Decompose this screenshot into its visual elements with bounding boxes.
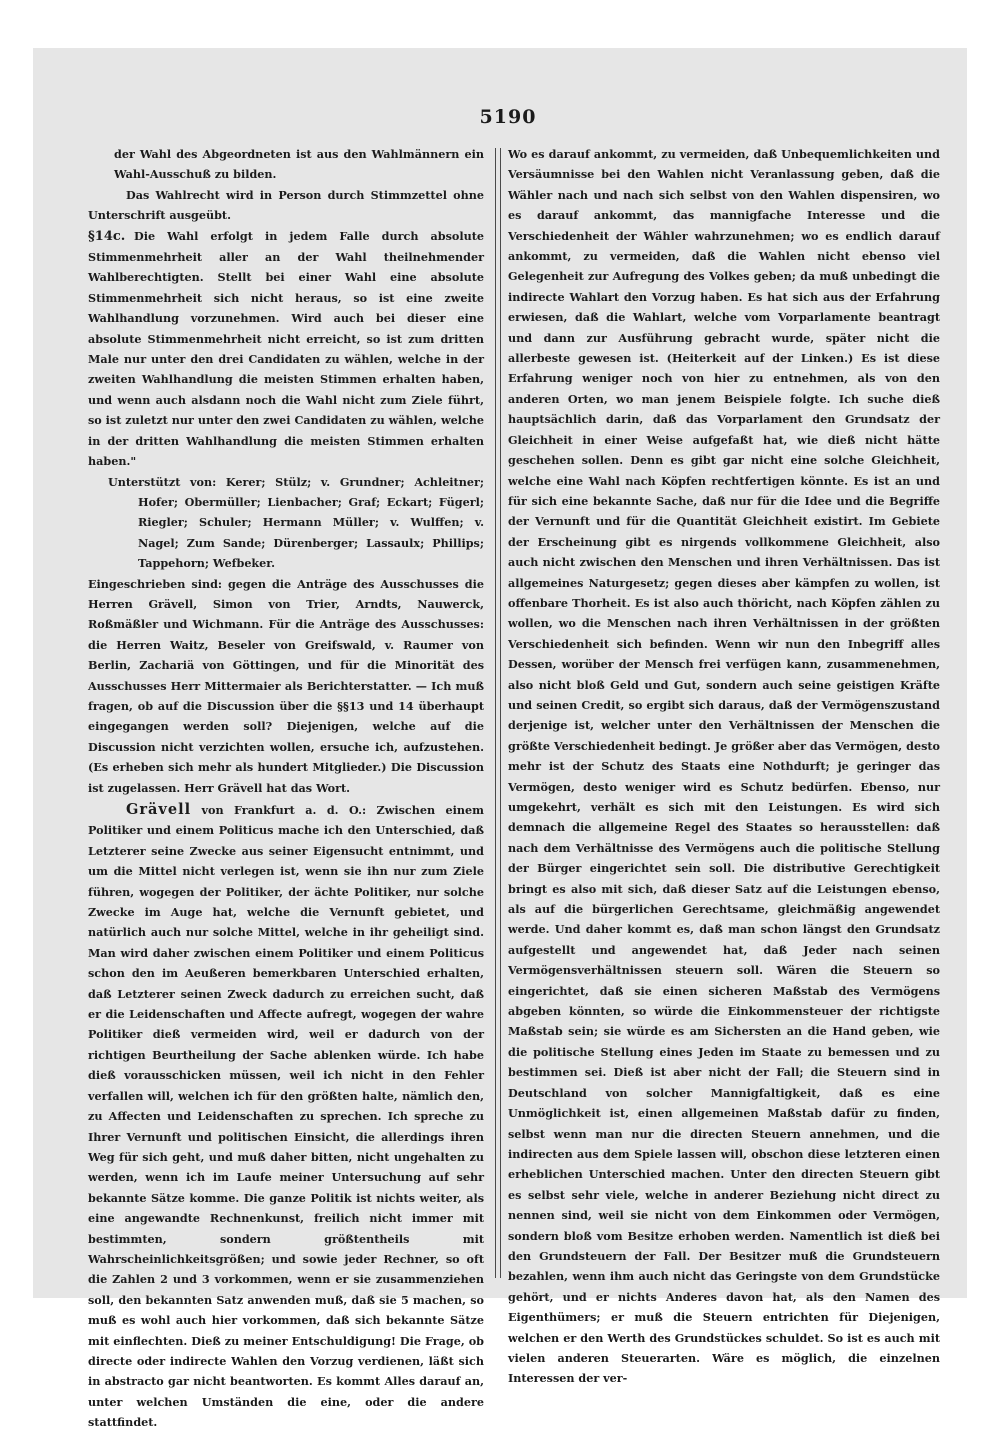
paragraph-14c (88, 226, 484, 472)
speech-graevell-text: von Frankfurt a. d. O.: Zwischen einem Politiker und einem Politicus mache ich den Unterschied, daß Letzterer seine Zwecke aus seiner Eigensucht entnimmt, und um die Mittel nicht verlegen ist, wenn sie ihn nur zum Ziele führen, wogegen der Politiker, der ächte Politiker, nur solche Zwecke im Auge hat, welche die Vernunft gebietet, und natürlich auch nur solche Mittel, welche in ihr geheiligt sind. Man wird daher zwischen einem Politiker und einem Politicus schon den im Aeußeren bemerkbaren Unterschied erhalten, daß Letzterer seinen Zweck dadurch zu erreichen sucht, daß er die Leidenschaften und Affecte aufregt, wogegen der wahre Politiker dieß vermeiden wird, weil er dadurch von der richtigen Beurtheilung der Sache ablenken würde. Ich habe dieß vorausschicken müssen, weil ich nicht in den Fehler verfallen will, welchen ich für den größten halte, nämlich den, zu Affecten und Leidenschaften zu sprechen. Ich spreche zu Ihrer Vernunft und politischen Einsicht, die allerdings ihren Weg für sich geht, und muß daher bitten, nicht ungehalten zu werden, wenn ich im Laufe meiner Untersuchung auf sehr bekannte Sätze komme. Die ganze Politik ist nichts weiter, als eine angewandte Rechnenkunst, freilich nicht immer mit bestimmten, sondern größtentheils mit Wahrscheinlichkeitsgrößen; und sowie jeder Rechner, so oft die Zahlen 2 und 3 vorkommen, wenn er sie zusammenziehen soll, den bekannten Satz anwenden muß, daß sie 5 machen, so muß es wohl auch hier vorkommen, daß sich bekannte Sätze mit einflechten. Dieß zu meiner Entschuldigung! Die Frage, ob directe oder indirecte Wahlen den Vorzug verdienen, läßt sich in abstracto gar nicht beantworten. Es kommt Alles darauf an, unter welchen Umständen die eine, oder die andere stattfindet. (88, 803, 484, 1430)
speech-graevell-continued: Wo es darauf ankommt, zu vermeiden, daß Unbequemlichkeiten und Versäumnisse bei den Wahlen nicht Veranlassung geben, daß die Wähler nach und nach sich selbst von den Wahlen dispensiren, wo es darauf ankommt, das mannigfache Interesse und die Verschiedenheit der Wähler wahrzunehmen; wo es endlich darauf ankommt, zu vermeiden, daß die Wahlen nicht ebenso viel Gelegenheit zur Aufregung des Volkes geben; da muß unbedingt die indirecte Wahlart den Vorzug haben. Es hat sich aus der Erfahrung erwiesen, daß die Wahlart, welche vom Vorparlamente beantragt und dann zur Ausführung gebracht wurde, später nicht die allerbeste gewesen ist. (Heiterkeit auf der Linken.) Es ist diese Erfahrung weniger noch von hier zu entnehmen, als von den anderen Orten, wo man jenem Beispiele folgte. Ich suche dieß hauptsächlich darin, daß das Vorparlament den Grundsatz der Gleichheit in einer Weise aufgefaßt hat, wie dieß nicht hätte geschehen sollen. Denn es gibt gar nicht eine solche Gleichheit, welche eine Wahl nach Köpfen rechtfertigen könnte. Es ist an und für sich eine bekannte Sache, daß nur für die Idee und die Begriffe der Vernunft und für die Quantität Gleichheit existirt. Im Gebiete der Erscheinung gibt es nirgends vollkommene Gleichheit, also auch nicht zwischen den Menschen und ihren Verhältnissen. Das ist allgemeines Naturgesetz; gegen dieses aber kämpfen zu wollen, ist offenbare Thorheit. Es ist also auch thöricht, nach Köpfen zählen zu wollen, wo die Menschen nach ihren Verhältnissen in der größten Verschiedenheit sich befinden. Wenn wir nun den Inbegriff alles Dessen, worüber der Mensch frei verfügen kann, zusammenehmen, also nicht bloß Geld und Gut, sondern auch seine geistigen Kräfte und seinen Credit, so ergibt sich daraus, daß der Vermögenszustand derjenige ist, welcher unter den Verhältnissen der Menschen die größte Verschiedenheit bedingt. Je größer aber das Vermögen, desto mehr ist der Schutz des Staats eine Nothdurft; je geringer das Vermögen, desto weniger wird es Schutz bedürfen. Ebenso, nur umgekehrt, verhält es sich mit den Leistungen. Es wird sich demnach die allgemeine Regel des Staates so herausstellen: daß nach dem Verhältnisse des Vermögens auch die politische Stellung der Bürger eingerichtet sein soll. Die distributive Gerechtigkeit bringt es also mit sich, daß dieser Satz auf die Leistungen ebenso, als auf die bürgerlichen Gerechtsame, gleichmäßig angewendet werde. Und daher kommt es, daß man schon längst den Grundsatz aufgestellt und angewendet hat, daß Jeder nach seinen Vermögensverhältnissen steuern soll. Wären die Steuern so eingerichtet, daß sie einen sicheren Maßstab des Vermögens abgeben könnten, so würde die Einkommensteuer der richtigste Maßstab sein; sie würde es am Sichersten an die Hand geben, wie die politische Stellung eines Jeden im Staate zu bemessen und zu bestimmen sei. Dieß ist aber nicht der Fall; die Steuern sind in Deutschland von solcher Mannigfaltigkeit, daß es eine Unmöglichkeit ist, einen allgemeinen Maßstab dafür zu finden, selbst wenn man nur die directen Steuern annehmen, und die indirecten aus dem Spiele lassen will, obschon diese letzteren einen erheblichen Unterschied machen. Unter den directen Steuern gibt es selbst sehr viele, welche in anderer Beziehung nicht direct zu nennen sind, weil sie nicht von dem Einkommen oder Vermögen, sondern bloß vom Besitze erhoben werden. Namentlich ist dieß bei den Grundsteuern der Fall. Der Besitzer muß die Grundsteuern bezahlen, wenn ihm auch nicht das Geringste von dem Grundstücke gehört, und er nichts Anderes davon hat, als den Namen des Eigenthümers; er muß die Steuern entrichten für Diejenigen, welchen er den Werth des Grundstückes schuldet. So ist es auch mit vielen anderen Steuerarten. Wäre es möglich, die einzelnen Interessen der ver- (508, 147, 940, 1386)
right-column (508, 144, 940, 1389)
paragraph-wahl-ausschuss: der Wahl des Abgeordneten ist aus den Wahlmännern ein Wahl-Ausschuß zu bilden. (114, 147, 484, 182)
speech-graevell (88, 800, 484, 1433)
speaker-name: Grävell (126, 801, 192, 818)
left-column (88, 144, 484, 1433)
paragraph-wahlrecht: Das Wahlrecht wird in Person durch Stimmzettel ohne Unterschrift ausgeübt. (88, 187, 484, 223)
column-divider (495, 148, 501, 1278)
section-label: §14c. (88, 228, 126, 244)
page-number: 5190 (479, 106, 537, 128)
supporters-list: Unterstützt von: Kerer; Stülz; v. Grundner; Achleitner; Hofer; Obermüller; Lienbacher; Graf; Eckart; Fügerl; Riegler; Schuler; Hermann Müller; v. Wulffen; v. Nagel; Zum Sande; Dürenberger; Lassaulx; Phillips; Tappehorn; Wefbeker. (108, 474, 484, 571)
bleed-through-margin (36, 150, 86, 311)
paragraph-14c-text: Die Wahl erfolgt in jedem Falle durch absolute Stimmenmehrheit aller an der Wahl theilnehmender Wahlberechtigten. Stellt bei einer Wahl eine absolute Stimmenmehrheit sich nicht heraus, so ist eine zweite Wahlhandlung vorzunehmen. Wird auch bei dieser eine absolute Stimmenmehrheit nicht erreicht, so ist zum dritten Male nur unter den drei Candidaten zu wählen, welche in der zweiten Wahlhandlung die meisten Stimmen erhalten haben, und wenn auch alsdann noch die Wahl nicht zum Ziele führt, so ist zuletzt nur unter den zwei Candidaten zu wählen, welche in der dritten Wahlhandlung die meisten Stimmen erhalten haben." (88, 228, 484, 469)
paragraph-speakers-registered: Eingeschrieben sind: gegen die Anträge des Ausschusses die Herren Grävell, Simon von Trier, Arndts, Nauwerck, Roßmäßler und Wichmann. Für die Anträge des Ausschusses: die Herren Waitz, Beseler von Greifswald, v. Raumer von Berlin, Zachariä von Göttingen, und für die Minorität des Ausschusses Herr Mittermaier als Berichterstatter. — Ich muß fragen, ob auf die Discussion über die §§13 und 14 überhaupt eingegangen werden soll? Diejenigen, welche auf die Discussion nicht verzichten wollen, ersuche ich, aufzustehen. (Es erheben sich mehr als hundert Mitglieder.) Die Discussion ist zugelassen. Herr Grävell hat das Wort. (88, 576, 484, 795)
